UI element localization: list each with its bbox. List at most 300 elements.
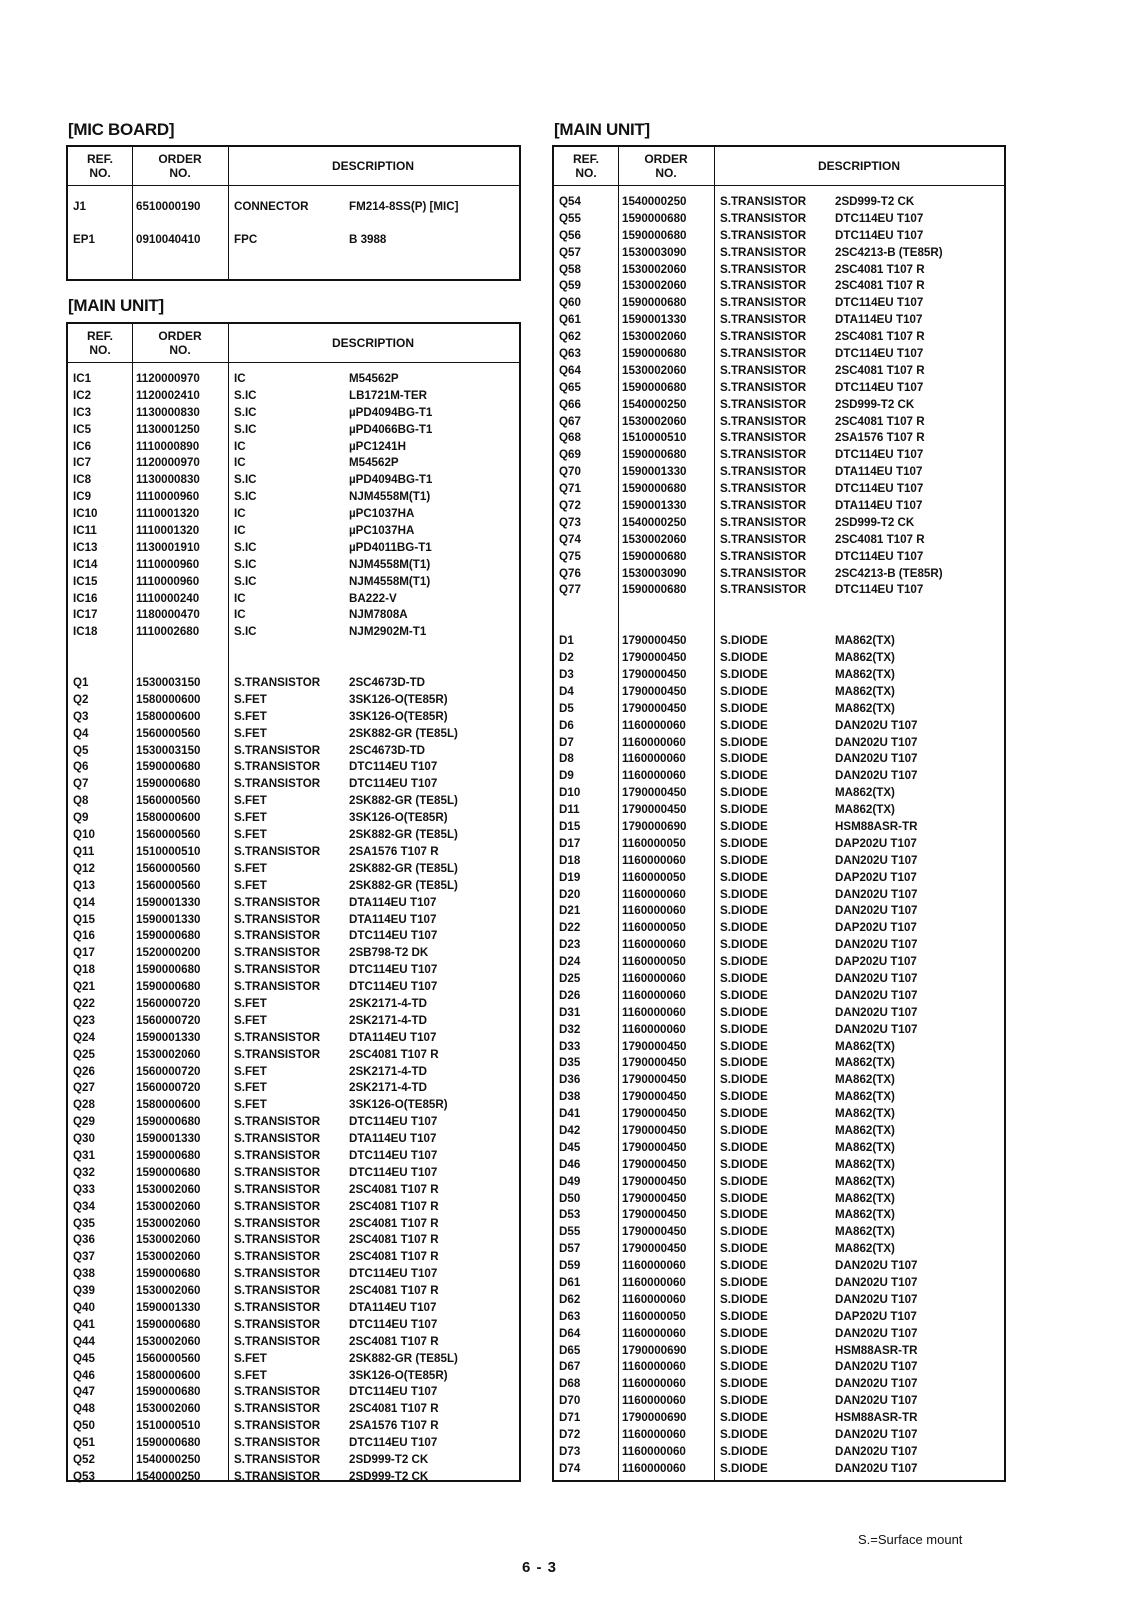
table-row (554, 1157, 1004, 1174)
cell-ref: Q56 (559, 228, 581, 242)
cell-type: S.TRANSISTOR (720, 195, 807, 208)
cell-type: S.TRANSISTOR (720, 211, 807, 225)
cell-order: 1130001250 (136, 422, 200, 436)
cell-ref: Q45 (73, 1351, 95, 1365)
cell-type: FPC (234, 233, 258, 246)
cell-type: CONNECTOR (234, 200, 309, 213)
cell-type: S.TRANSISTOR (720, 347, 807, 361)
cell-type: S.DIODE (720, 769, 768, 783)
table-row (68, 405, 519, 422)
cell-type: S.DIODE (720, 1326, 768, 1340)
cell-ref: D74 (559, 1461, 581, 1475)
cell-part: 2SC4081 T107 R (349, 1334, 439, 1348)
cell-type: S.TRANSISTOR (720, 465, 807, 479)
cell-ref: IC5 (73, 422, 92, 436)
cell-type: S.TRANSISTOR (720, 583, 807, 597)
table-row (68, 557, 519, 574)
cell-order: 1790000450 (622, 786, 687, 800)
cell-part: DTC114EU T107 (835, 448, 924, 462)
table-row (554, 751, 1004, 768)
cell-ref: D73 (559, 1444, 581, 1458)
table-row (554, 278, 1004, 295)
cell-ref: Q48 (73, 1402, 95, 1416)
cell-ref: Q26 (73, 1064, 95, 1078)
cell-part: µPC1037HA (349, 507, 415, 521)
cell-part: DTC114EU T107 (349, 929, 438, 943)
cell-part: DTC114EU T107 (835, 228, 924, 242)
cell-part: DAN202U T107 (835, 1360, 918, 1374)
cell-order: 1110001320 (136, 524, 200, 538)
table-row (68, 1182, 519, 1199)
table-row (554, 1224, 1004, 1241)
table-gap-row (554, 616, 1004, 633)
cell-order: 1590000680 (622, 228, 687, 242)
cell-type: S.DIODE (720, 1411, 768, 1425)
cell-ref: Q31 (73, 1148, 95, 1162)
cell-type: S.DIODE (720, 1343, 768, 1357)
cell-part: DTC114EU T107 (349, 1267, 438, 1281)
cell-type: IC (234, 439, 246, 453)
cell-order: 1790000690 (622, 1411, 687, 1425)
cell-part: NJM2902M-T1 (349, 625, 427, 639)
cell-order: 1590000680 (622, 583, 687, 597)
cell-type: S.DIODE (720, 786, 768, 800)
cell-type: S.DIODE (720, 1174, 768, 1188)
table-row (554, 194, 1004, 211)
header-order-no (132, 147, 228, 185)
cell-order: 1160000050 (622, 870, 686, 884)
cell-order: 1590001330 (136, 1030, 201, 1044)
cell-order: 1560000720 (136, 1081, 201, 1095)
cell-ref: Q36 (73, 1233, 95, 1247)
header-ref-no-line: REF. (86, 329, 113, 343)
cell-part: 2SC4081 T107 R (835, 414, 925, 428)
cell-type: S.DIODE (720, 1292, 768, 1306)
table-row (554, 988, 1004, 1005)
cell-order: 1540000250 (622, 515, 687, 529)
cell-ref: Q1 (73, 676, 89, 690)
cell-type: S.TRANSISTOR (234, 1182, 321, 1196)
cell-order: 1790000450 (622, 1039, 687, 1053)
cell-order: 1530002060 (136, 1182, 201, 1196)
cell-ref: Q21 (73, 980, 95, 994)
cell-ref: D42 (559, 1123, 581, 1137)
cell-order: 1160000050 (622, 955, 686, 969)
cell-part: 2SA1576 T107 R (349, 844, 439, 858)
cell-type: S.DIODE (720, 1056, 768, 1070)
cell-type: S.DIODE (720, 1377, 768, 1391)
cell-part: MA862(TX) (835, 1174, 895, 1188)
cell-part: MA862(TX) (835, 1157, 895, 1171)
table-row (554, 903, 1004, 920)
header-order-no-line: NO. (655, 166, 677, 180)
table-row (68, 1064, 519, 1081)
cell-order: 1790000450 (622, 1242, 687, 1256)
cell-part: 2SK882-GR (TE85L) (349, 878, 458, 892)
table-row (554, 532, 1004, 549)
cell-ref: IC3 (73, 405, 92, 419)
table-row (68, 506, 519, 523)
table-row (68, 540, 519, 557)
table-row (68, 878, 519, 895)
table-row (554, 1292, 1004, 1309)
cell-part: 2SK2171-4-TD (349, 1064, 427, 1078)
cell-ref: IC7 (73, 456, 92, 470)
cell-type: S.TRANSISTOR (234, 1115, 321, 1129)
cell-part: HSM88ASR-TR (835, 1343, 918, 1357)
cell-part: 2SD999-T2 CK (835, 397, 915, 411)
cell-part: MA862(TX) (835, 1090, 895, 1104)
cell-part: DTA114EU T107 (835, 499, 923, 513)
cell-type: S.FET (234, 1013, 267, 1027)
table-row (554, 464, 1004, 481)
cell-part: 2SC4213-B (TE85R) (835, 566, 943, 580)
cell-part: 2SC4081 T107 R (349, 1199, 439, 1213)
cell-ref: Q8 (73, 794, 89, 808)
cell-order: 1160000050 (622, 921, 686, 935)
cell-type: S.DIODE (720, 1140, 768, 1154)
header-order-no-line: NO. (169, 343, 191, 357)
cell-type: S.TRANSISTOR (234, 1148, 321, 1162)
cell-ref: Q4 (73, 726, 89, 740)
cell-type: S.DIODE (720, 1039, 768, 1053)
cell-part: DAN202U T107 (835, 1326, 918, 1340)
cell-order: 6510000190 (136, 200, 201, 213)
cell-type: S.TRANSISTOR (234, 1469, 321, 1483)
cell-type: S.TRANSISTOR (720, 397, 807, 411)
table-row (554, 245, 1004, 262)
cell-ref: Q71 (559, 482, 581, 496)
cell-ref: D5 (559, 701, 574, 715)
cell-type: S.TRANSISTOR (234, 1233, 321, 1247)
cell-type: S.IC (234, 625, 257, 639)
cell-order: 1540000250 (136, 1453, 201, 1466)
footnote: S.=Surface mount (858, 1532, 963, 1547)
cell-part: DAN202U T107 (835, 938, 918, 952)
mic-board-title: [MIC BOARD] (68, 120, 175, 139)
cell-ref: D62 (559, 1292, 581, 1306)
cell-part: 2SD999-T2 CK (835, 515, 915, 529)
table-row (68, 692, 519, 709)
cell-part: µPD4094BG-T1 (349, 405, 433, 419)
header-description-line: DESCRIPTION (817, 159, 900, 173)
table-row (68, 675, 519, 692)
table-header (68, 147, 519, 186)
cell-order: 1540000250 (136, 1469, 201, 1483)
cell-ref: D20 (559, 887, 581, 901)
cell-type: S.DIODE (720, 803, 768, 817)
cell-ref: Q29 (73, 1115, 95, 1129)
cell-order: 1580000600 (136, 1368, 201, 1382)
cell-part: FM214-8SS(P) [MIC] (349, 200, 459, 213)
cell-ref: Q18 (73, 963, 95, 977)
cell-type: S.DIODE (720, 718, 768, 732)
cell-order: 1790000450 (622, 1123, 687, 1137)
cell-order: 1590000680 (136, 1165, 201, 1179)
cell-ref: D15 (559, 819, 581, 833)
cell-type: S.TRANSISTOR (720, 499, 807, 513)
cell-type: S.TRANSISTOR (234, 1047, 321, 1061)
cell-order: 1560000560 (136, 878, 201, 892)
cell-ref: Q23 (73, 1013, 95, 1027)
cell-order: 1580000600 (136, 709, 201, 723)
cell-ref: D63 (559, 1309, 581, 1323)
cell-part: DTC114EU T107 (349, 1436, 438, 1450)
cell-ref: D18 (559, 853, 581, 867)
header-order-no (132, 324, 228, 362)
cell-order: 1530002060 (136, 1250, 201, 1264)
cell-ref: D46 (559, 1157, 581, 1171)
cell-order: 1110002680 (136, 625, 200, 639)
table-row (554, 1241, 1004, 1258)
table-row (68, 861, 519, 878)
cell-ref: IC10 (73, 507, 98, 521)
cell-ref: Q33 (73, 1182, 95, 1196)
cell-type: S.DIODE (720, 735, 768, 749)
cell-ref: IC16 (73, 591, 98, 605)
cell-order: 1790000450 (622, 1208, 687, 1222)
cell-ref: IC15 (73, 574, 98, 588)
cell-type: S.FET (234, 1064, 267, 1078)
cell-order: 1130000830 (136, 405, 200, 419)
table-row (554, 1359, 1004, 1376)
cell-order: 1530002060 (622, 414, 687, 428)
cell-type: IC (234, 507, 246, 521)
cell-ref: Q58 (559, 262, 581, 276)
table-row (68, 1384, 519, 1401)
cell-part: MA862(TX) (835, 1242, 895, 1256)
cell-order: 1580000600 (136, 692, 201, 706)
cell-ref: D50 (559, 1191, 581, 1205)
cell-order: 1530003150 (136, 676, 201, 690)
cell-type: S.FET (234, 861, 267, 875)
cell-type: IC (234, 591, 246, 605)
cell-type: S.DIODE (720, 1259, 768, 1273)
table-row (68, 232, 519, 265)
table-row (68, 1030, 519, 1047)
table-row (68, 1097, 519, 1114)
cell-order: 1590000680 (136, 1267, 201, 1281)
cell-order: 1160000060 (622, 718, 686, 732)
table-row (68, 1317, 519, 1334)
table-row (554, 582, 1004, 599)
cell-part: DAN202U T107 (835, 1022, 918, 1036)
cell-part: NJM4558M(T1) (349, 557, 431, 571)
table-row (554, 481, 1004, 498)
cell-part: 2SD999-T2 CK (349, 1453, 429, 1466)
cell-ref: D41 (559, 1107, 581, 1121)
table-row (554, 312, 1004, 329)
table-row (554, 1410, 1004, 1427)
cell-type: S.TRANSISTOR (720, 380, 807, 394)
cell-type: S.TRANSISTOR (234, 1402, 321, 1416)
cell-ref: D65 (559, 1343, 581, 1357)
cell-ref: Q24 (73, 1030, 95, 1044)
table-row (68, 1199, 519, 1216)
cell-order: 0910040410 (136, 233, 201, 246)
cell-type: S.TRANSISTOR (720, 313, 807, 327)
table-row (554, 498, 1004, 515)
cell-type: S.TRANSISTOR (234, 963, 321, 977)
cell-order: 1160000050 (622, 1309, 686, 1323)
cell-part: DAN202U T107 (835, 1276, 918, 1289)
cell-order: 1560000720 (136, 996, 201, 1010)
page-number: 6 - 3 (522, 1559, 558, 1576)
cell-type: S.FET (234, 996, 267, 1010)
cell-type: S.TRANSISTOR (234, 1317, 321, 1331)
cell-type: S.DIODE (720, 1208, 768, 1222)
cell-part: NJM7808A (349, 608, 408, 622)
cell-part: 3SK126-O(TE85R) (349, 1098, 448, 1112)
cell-type: S.DIODE (720, 1225, 768, 1239)
cell-part: NJM4558M(T1) (349, 574, 431, 588)
table-header (554, 147, 1004, 186)
table-row (68, 1368, 519, 1385)
table-gap-row (68, 658, 519, 675)
table-row (68, 1148, 519, 1165)
cell-ref: Q54 (559, 195, 581, 208)
cell-order: 1530002060 (136, 1216, 201, 1230)
cell-part: DTC114EU T107 (835, 482, 924, 496)
cell-order: 1790000450 (622, 651, 687, 665)
table-row (554, 566, 1004, 583)
cell-order: 1160000060 (622, 1461, 686, 1475)
header-description (228, 324, 518, 362)
table-row (554, 667, 1004, 684)
cell-part: BA222-V (349, 591, 397, 605)
cell-type: S.DIODE (720, 1309, 768, 1323)
table-row (68, 1013, 519, 1030)
cell-ref: D19 (559, 870, 581, 884)
header-description (714, 147, 1004, 185)
cell-type: S.TRANSISTOR (234, 980, 321, 994)
table-row (554, 1275, 1004, 1292)
header-ref-no-line: NO. (575, 166, 597, 180)
table-row (554, 836, 1004, 853)
cell-type: IC (234, 456, 246, 470)
cell-type: S.TRANSISTOR (234, 1453, 321, 1466)
cell-type: S.DIODE (720, 887, 768, 901)
table-row (554, 1309, 1004, 1326)
cell-part: MA862(TX) (835, 634, 895, 648)
cell-order: 1160000060 (622, 971, 686, 985)
cell-ref: Q13 (73, 878, 95, 892)
table-row (68, 574, 519, 591)
cell-order: 1530003090 (622, 566, 687, 580)
cell-ref: D68 (559, 1377, 581, 1391)
cell-ref: IC14 (73, 557, 98, 571)
cell-order: 1790000450 (622, 1174, 687, 1188)
table-row (68, 912, 519, 929)
cell-ref: D38 (559, 1090, 581, 1104)
cell-order: 1590000680 (622, 448, 687, 462)
cell-order: 1790000450 (622, 701, 687, 715)
cell-order: 1790000450 (622, 667, 687, 681)
table-row (554, 735, 1004, 752)
cell-type: S.DIODE (720, 853, 768, 867)
table-row (554, 447, 1004, 464)
cell-type: S.TRANSISTOR (234, 1165, 321, 1179)
table-row (68, 1334, 519, 1351)
cell-ref: D36 (559, 1073, 581, 1087)
cell-part: DAP202U T107 (835, 870, 917, 884)
cell-ref: Q30 (73, 1132, 95, 1146)
cell-order: 1560000720 (136, 1013, 201, 1027)
cell-part: MA862(TX) (835, 1056, 895, 1070)
cell-order: 1790000450 (622, 1157, 687, 1171)
cell-ref: Q22 (73, 996, 95, 1010)
cell-order: 1530002060 (136, 1233, 201, 1247)
cell-ref: Q65 (559, 380, 581, 394)
table-row (68, 979, 519, 996)
cell-order: 1590001330 (622, 499, 687, 513)
cell-part: 2SC4081 T107 R (349, 1284, 439, 1298)
cell-part: µPD4066BG-T1 (349, 422, 433, 436)
table-row (68, 1114, 519, 1131)
cell-ref: Q14 (73, 895, 95, 909)
cell-type: S.TRANSISTOR (720, 330, 807, 344)
cell-ref: D26 (559, 988, 581, 1002)
table-body (554, 194, 1004, 1478)
cell-part: DAP202U T107 (835, 921, 917, 935)
table-row (68, 1469, 519, 1486)
table-row (554, 920, 1004, 937)
cell-order: 1110000960 (136, 557, 200, 571)
cell-ref: Q57 (559, 245, 581, 259)
cell-order: 1530002060 (622, 279, 687, 293)
cell-part: DTA114EU T107 (349, 1132, 437, 1146)
cell-type: S.TRANSISTOR (720, 532, 807, 546)
cell-ref: Q46 (73, 1368, 95, 1382)
cell-part: MA862(TX) (835, 684, 895, 698)
cell-part: DTC114EU T107 (349, 777, 438, 791)
cell-ref: D17 (559, 836, 581, 850)
cell-order: 1160000060 (622, 1326, 686, 1340)
cell-order: 1160000060 (622, 735, 686, 749)
cell-type: S.DIODE (720, 634, 768, 648)
cell-type: IC (234, 608, 246, 622)
cell-part: DAN202U T107 (835, 718, 918, 732)
cell-part: DTC114EU T107 (835, 211, 924, 225)
table-row (554, 1326, 1004, 1343)
cell-order: 1160000060 (622, 1444, 686, 1458)
cell-type: S.DIODE (720, 1090, 768, 1104)
cell-type: S.DIODE (720, 1107, 768, 1121)
cell-type: S.IC (234, 422, 257, 436)
header-description-line: DESCRIPTION (331, 336, 414, 350)
table-row (554, 718, 1004, 735)
cell-part: 2SK882-GR (TE85L) (349, 861, 458, 875)
table-row (68, 844, 519, 861)
cell-part: DAN202U T107 (835, 752, 918, 766)
cell-type: S.DIODE (720, 988, 768, 1002)
cell-ref: Q39 (73, 1284, 95, 1298)
cell-part: M54562P (349, 372, 399, 385)
table-row (68, 1351, 519, 1368)
cell-part: MA862(TX) (835, 1039, 895, 1053)
cell-type: S.DIODE (720, 836, 768, 850)
cell-type: S.TRANSISTOR (720, 515, 807, 529)
table-row (68, 776, 519, 793)
cell-order: 1540000250 (622, 397, 687, 411)
cell-part: DAP202U T107 (835, 955, 917, 969)
cell-type: S.DIODE (720, 1005, 768, 1019)
cell-type: S.FET (234, 828, 267, 842)
cell-order: 1560000560 (136, 861, 201, 875)
cell-ref: Q50 (73, 1419, 95, 1433)
table-row (554, 1444, 1004, 1461)
cell-order: 1790000450 (622, 1191, 687, 1205)
